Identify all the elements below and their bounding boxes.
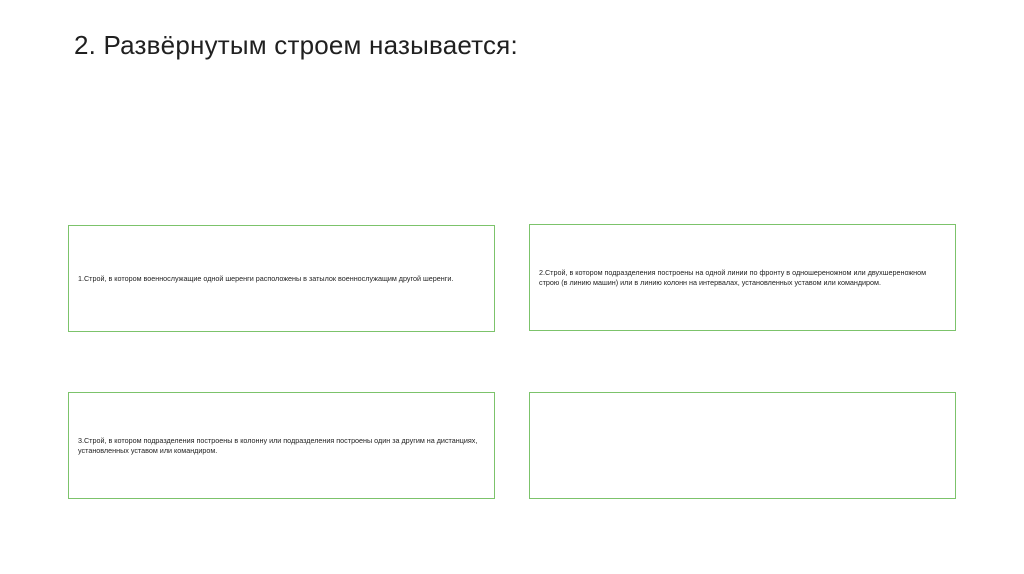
- answer-option-1-text: 1.Строй, в котором военнослужащие одной шеренги расположены в затылок военнослужащим другой шеренги.: [78, 273, 454, 283]
- answer-option-4[interactable]: [529, 392, 956, 499]
- answer-option-1[interactable]: [68, 225, 495, 332]
- answer-option-2[interactable]: [529, 224, 956, 331]
- answer-option-3-text: 3.Строй, в котором подразделения построены в колонну или подразделения построены один за другим на дистанциях, установленных уставом или командиром.: [78, 435, 478, 455]
- answer-option-3[interactable]: [68, 392, 495, 499]
- question-title: 2. Развёрнутым строем называется:: [74, 30, 518, 60]
- answer-option-2-text: 2.Строй, в котором подразделения построены на одной линии по фронту в одношереножном или двухшереножном строю (в линию машин) или в линию колонн на интервалах, установленных уставом или командиром.: [539, 267, 927, 287]
